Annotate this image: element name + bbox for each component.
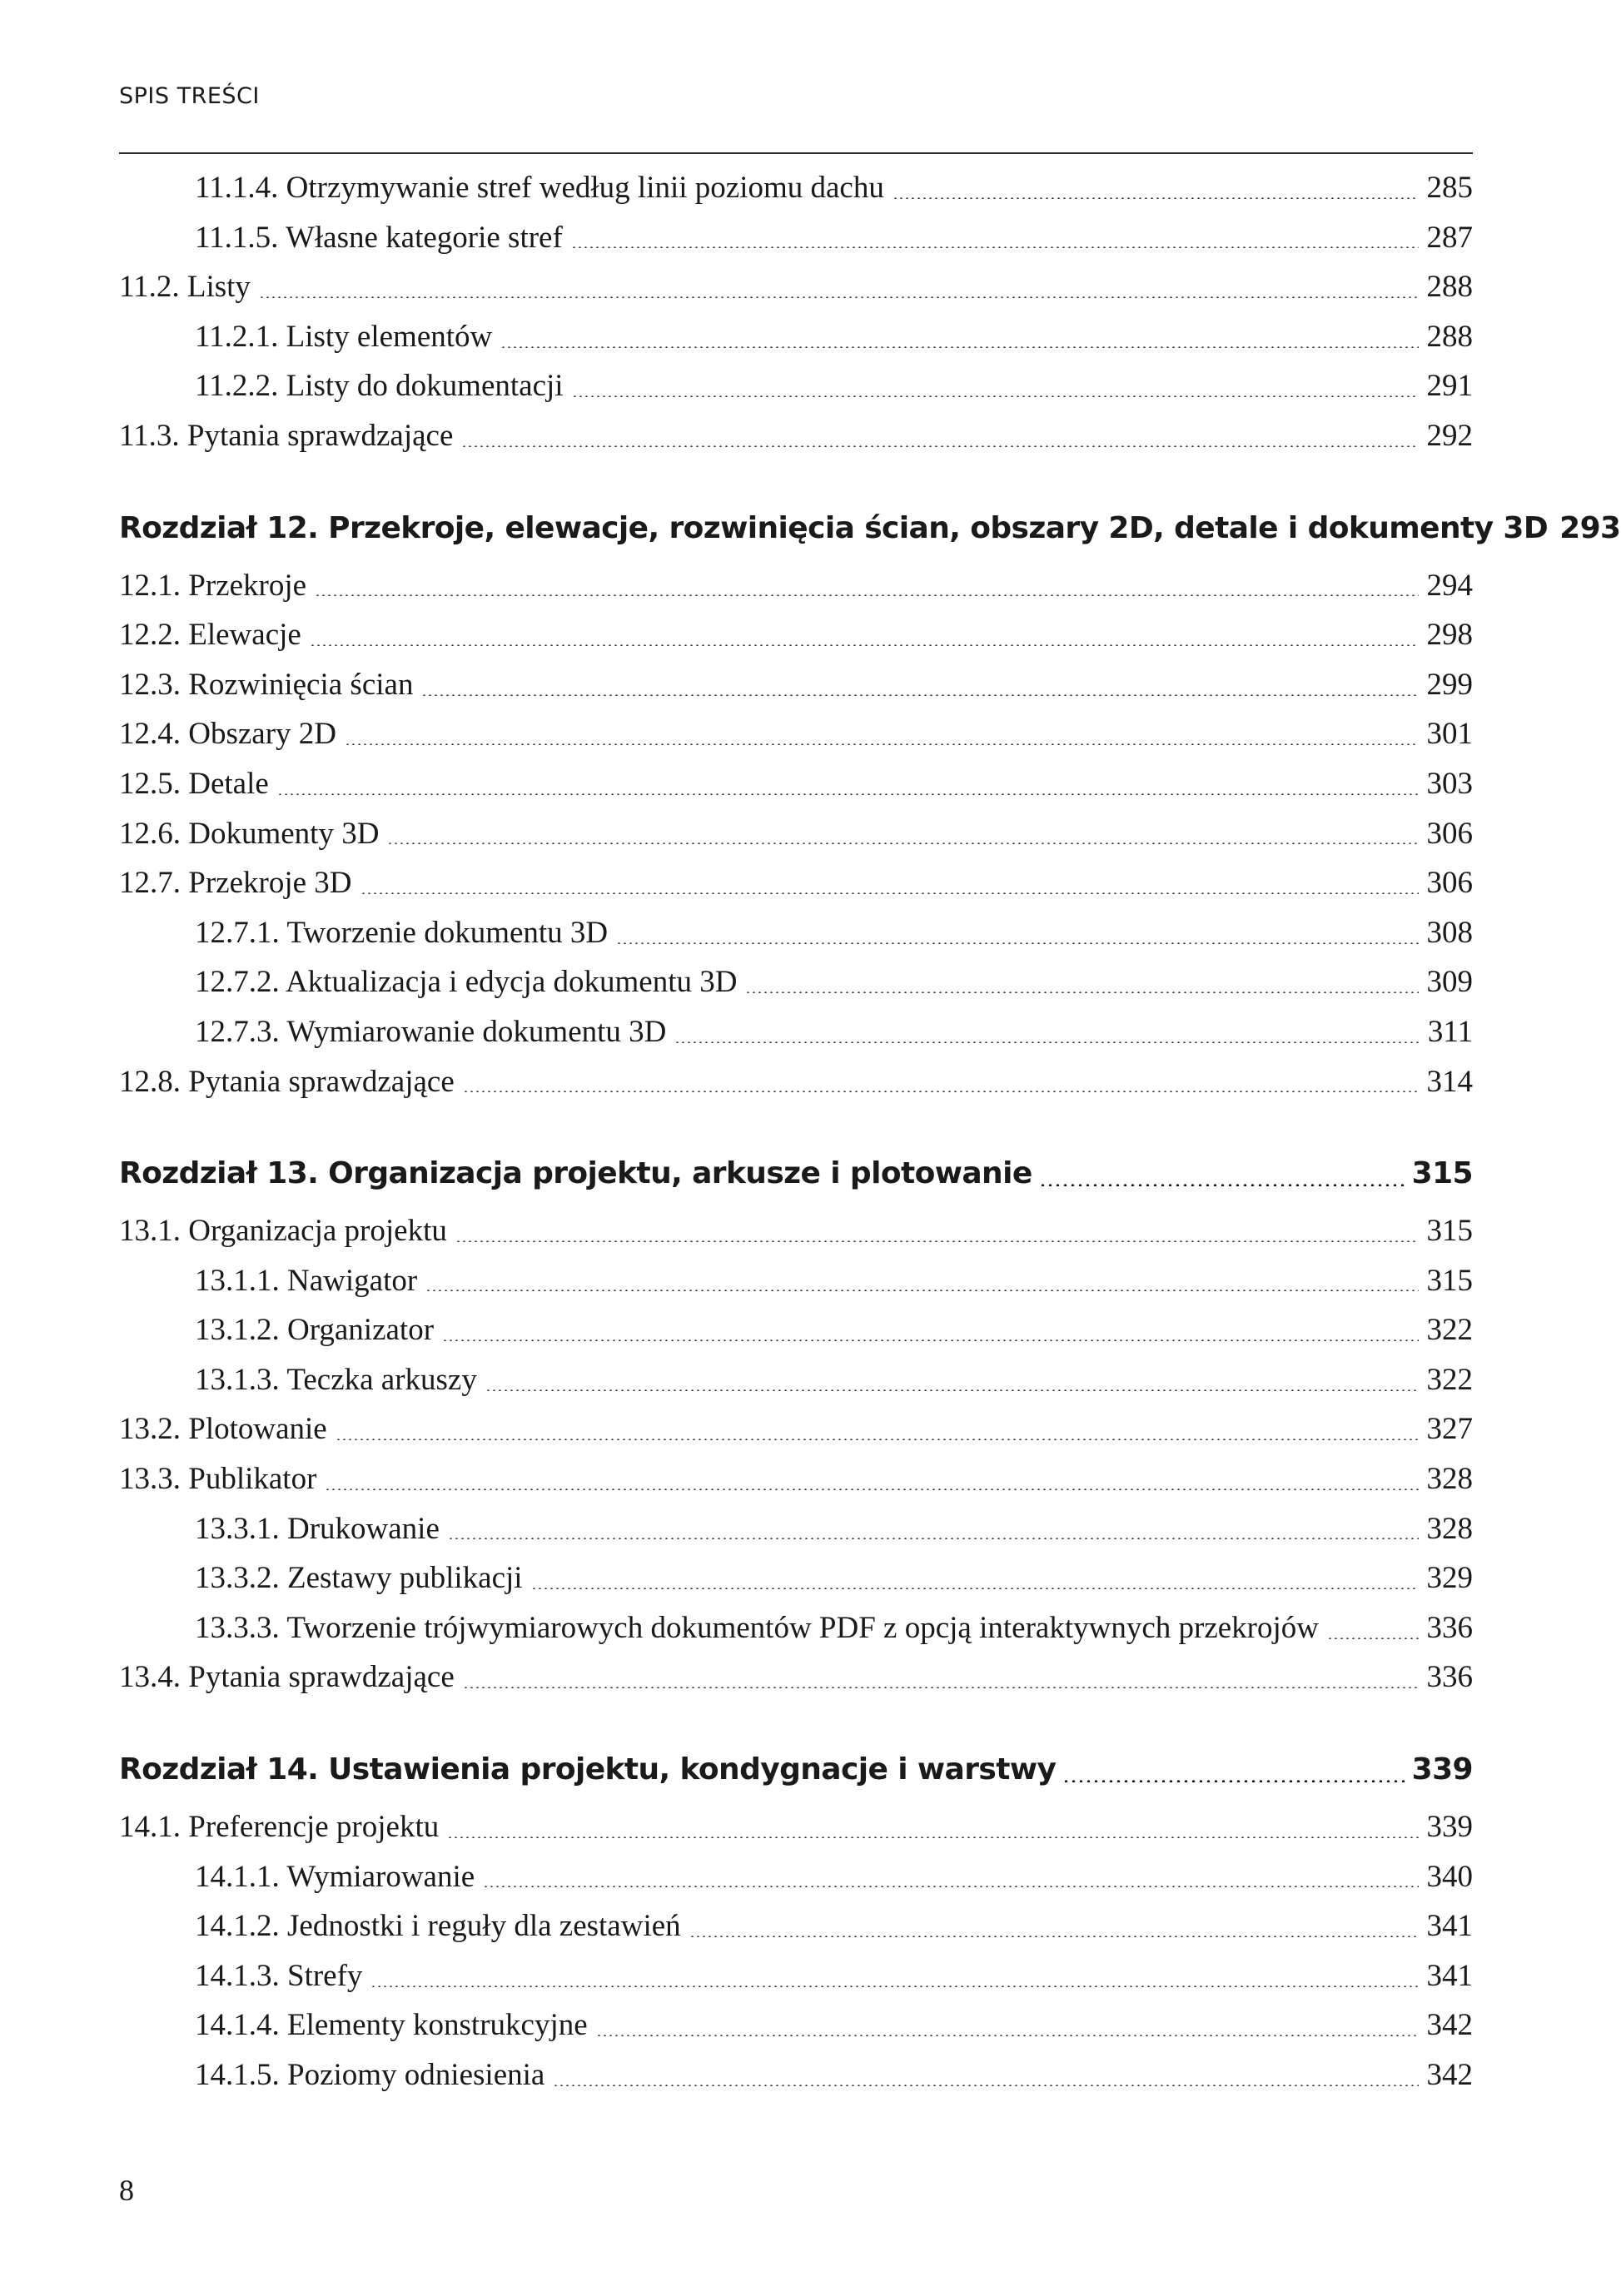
toc-entry-title: 11.1.5. Własne kategorie stref	[195, 220, 563, 255]
dot-leader	[616, 942, 1418, 944]
toc-entry	[119, 858, 1473, 908]
toc-entry	[119, 1206, 1473, 1256]
chapter-heading	[119, 1744, 1473, 1796]
dot-leader	[370, 1985, 1418, 1987]
dot-leader	[442, 1339, 1418, 1341]
toc-entry-page: 315	[1426, 1214, 1473, 1249]
toc-entry-title: 11.1.4. Otrzymywanie stref według linii poziomu dachu	[195, 171, 884, 205]
toc-entry	[119, 1256, 1473, 1306]
toc-entry-page: 336	[1426, 1660, 1473, 1695]
toc-entry	[119, 709, 1473, 759]
chapter-title: Rozdział 13. Organizacja projektu, arkusze i plotowanie	[119, 1156, 1032, 1191]
header-rule	[119, 152, 1473, 154]
dot-leader	[310, 644, 1419, 646]
dot-leader	[387, 842, 1418, 844]
toc-entry	[119, 561, 1473, 611]
chapter-page: 315	[1411, 1156, 1473, 1191]
toc-entry-page: 340	[1426, 1859, 1473, 1894]
toc-entry-page: 301	[1426, 717, 1473, 752]
dot-leader	[1062, 1780, 1406, 1782]
chapter-page: 293	[1559, 510, 1621, 545]
toc-entry-title: 12.3. Rozwinięcia ścian	[119, 667, 414, 702]
toc-entry-page: 339	[1426, 1810, 1473, 1845]
dot-leader	[448, 1538, 1419, 1539]
toc-entry-page: 315	[1426, 1263, 1473, 1298]
toc-entry-page: 287	[1426, 220, 1473, 255]
toc-entry	[119, 213, 1473, 263]
dot-leader	[674, 1041, 1419, 1043]
dot-leader	[572, 395, 1419, 397]
dot-leader	[463, 1091, 1419, 1092]
toc-entry-title: 12.7. Przekroje 3D	[119, 866, 352, 901]
toc-entry	[119, 2050, 1473, 2100]
toc-entry-page: 299	[1426, 667, 1473, 702]
dot-leader	[483, 1886, 1418, 1887]
toc-entry-title: 12.7.3. Wymiarowanie dokumentu 3D	[195, 1014, 667, 1049]
toc-entry-title: 12.5. Detale	[119, 766, 269, 801]
toc-entry	[119, 1057, 1473, 1107]
dot-leader	[463, 1687, 1419, 1688]
toc-entry-title: 12.1. Przekroje	[119, 568, 307, 603]
toc-entry	[119, 1305, 1473, 1355]
toc-entry	[119, 1404, 1473, 1454]
dot-leader	[336, 1439, 1419, 1440]
table-of-contents	[119, 163, 1621, 2100]
toc-entry	[119, 1951, 1473, 2001]
toc-entry	[119, 1553, 1473, 1603]
chapter-title: Rozdział 12. Przekroje, elewacje, rozwinięcia ścian, obszary 2D, detale i dokumenty 3D	[119, 510, 1549, 545]
toc-entry	[119, 610, 1473, 660]
toc-entry-page: 285	[1426, 171, 1473, 205]
toc-entry-title: 12.8. Pytania sprawdzające	[119, 1064, 455, 1099]
toc-entry	[119, 759, 1473, 809]
toc-entry-page: 298	[1426, 618, 1473, 653]
toc-entry-title: 13.1.2. Organizator	[195, 1313, 435, 1348]
dot-leader	[1039, 1184, 1407, 1186]
toc-entry	[119, 312, 1473, 362]
toc-entry	[119, 1802, 1473, 1852]
toc-entry-page: 322	[1426, 1313, 1473, 1348]
toc-entry	[119, 361, 1473, 411]
toc-entry-title: 13.3.2. Zestawy publikacji	[195, 1561, 523, 1596]
toc-entry-title: 14.1.2. Jednostki i reguły dla zestawień	[195, 1909, 681, 1944]
dot-leader	[277, 793, 1419, 795]
dot-leader	[461, 445, 1418, 447]
toc-entry-title: 13.4. Pytania sprawdzające	[119, 1660, 455, 1695]
toc-entry-page: 341	[1426, 1958, 1473, 1993]
dot-leader	[553, 2085, 1418, 2086]
toc-entry	[119, 1852, 1473, 1902]
toc-entry-title: 12.4. Obszary 2D	[119, 717, 337, 752]
toc-entry	[119, 660, 1473, 710]
dot-leader	[447, 1836, 1418, 1838]
toc-entry	[119, 163, 1473, 213]
toc-entry	[119, 1504, 1473, 1554]
toc-entry-title: 14.1.4. Elementy konstrukcyjne	[195, 2008, 588, 2043]
dot-leader	[596, 2035, 1419, 2036]
toc-entry	[119, 1652, 1473, 1702]
page-number: 8	[119, 2174, 134, 2207]
toc-entry-title: 13.3.3. Tworzenie trójwymiarowych dokumentów PDF z opcją interaktywnych przekrojów	[195, 1610, 1319, 1645]
dot-leader	[689, 1936, 1419, 1937]
toc-entry-page: 303	[1426, 766, 1473, 801]
toc-entry-page: 329	[1426, 1561, 1473, 1596]
toc-entry-title: 11.3. Pytania sprawdzające	[119, 418, 454, 453]
dot-leader	[315, 594, 1418, 596]
chapter-heading	[119, 503, 1621, 554]
toc-entry-page: 327	[1426, 1412, 1473, 1447]
toc-entry-title: 11.2.1. Listy elementów	[195, 319, 493, 354]
toc-entry	[119, 411, 1473, 461]
toc-entry-title: 13.1.1. Nawigator	[195, 1263, 418, 1298]
dot-leader	[455, 1240, 1419, 1242]
toc-entry-title: 12.7.1. Tworzenie dokumentu 3D	[195, 915, 609, 950]
toc-entry-title: 14.1. Preferencje projektu	[119, 1810, 440, 1845]
toc-entry-page: 288	[1426, 319, 1473, 354]
toc-entry	[119, 908, 1473, 958]
toc-entry-page: 309	[1426, 965, 1473, 1000]
toc-entry-title: 13.3. Publikator	[119, 1462, 317, 1497]
toc-entry-page: 322	[1426, 1362, 1473, 1397]
dot-leader	[425, 1290, 1418, 1291]
toc-entry-page: 314	[1426, 1064, 1473, 1099]
running-head: SPIS TREŚCI	[119, 83, 260, 109]
toc-entry-page: 328	[1426, 1462, 1473, 1497]
dot-leader	[1327, 1638, 1419, 1639]
toc-entry	[119, 1007, 1473, 1057]
toc-entry	[119, 1901, 1473, 1951]
dot-leader	[893, 197, 1419, 199]
toc-entry-title: 12.2. Elewacje	[119, 618, 301, 653]
toc-entry-page: 342	[1426, 2058, 1473, 2092]
dot-leader	[745, 991, 1418, 993]
dot-leader	[421, 694, 1418, 696]
chapter-page: 339	[1411, 1752, 1473, 1787]
dot-leader	[360, 892, 1419, 894]
dot-leader	[500, 346, 1418, 348]
toc-entry	[119, 2000, 1473, 2050]
toc-entry-page: 294	[1426, 568, 1473, 603]
chapter-title: Rozdział 14. Ustawienia projektu, kondygnacje i warstwy	[119, 1752, 1057, 1787]
toc-entry-title: 12.7.2. Aktualizacja i edycja dokumentu 3D	[195, 965, 738, 1000]
toc-entry	[119, 1603, 1473, 1653]
toc-entry-title: 13.2. Plotowanie	[119, 1412, 327, 1447]
toc-entry-title: 13.3.1. Drukowanie	[195, 1511, 440, 1546]
toc-entry-page: 288	[1426, 270, 1473, 305]
toc-entry-page: 291	[1426, 369, 1473, 404]
dot-leader	[325, 1488, 1418, 1490]
toc-entry-title: 12.6. Dokumenty 3D	[119, 816, 380, 851]
toc-entry-page: 341	[1426, 1909, 1473, 1944]
toc-entry-title: 11.2. Listy	[119, 270, 251, 305]
toc-entry-page: 342	[1426, 2008, 1473, 2043]
dot-leader	[531, 1588, 1419, 1589]
dot-leader	[259, 296, 1419, 298]
toc-entry-page: 336	[1426, 1610, 1473, 1645]
toc-entry-page: 292	[1426, 418, 1473, 453]
toc-entry-page: 311	[1427, 1014, 1473, 1049]
toc-entry	[119, 1355, 1473, 1405]
toc-entry	[119, 1454, 1473, 1504]
toc-entry-page: 308	[1426, 915, 1473, 950]
toc-entry-title: 14.1.3. Strefy	[195, 1958, 363, 1993]
chapter-heading	[119, 1148, 1473, 1200]
toc-entry-title: 13.1. Organizacja projektu	[119, 1214, 447, 1249]
dot-leader	[571, 246, 1419, 248]
toc-entry-title: 14.1.5. Poziomy odniesienia	[195, 2058, 545, 2092]
toc-entry-page: 306	[1426, 816, 1473, 851]
toc-entry	[119, 262, 1473, 312]
toc-entry	[119, 957, 1473, 1007]
toc-entry-page: 306	[1426, 866, 1473, 901]
dot-leader	[485, 1389, 1419, 1391]
toc-entry-page: 328	[1426, 1511, 1473, 1546]
dot-leader	[345, 743, 1418, 745]
toc-entry-title: 14.1.1. Wymiarowanie	[195, 1859, 475, 1894]
toc-entry	[119, 809, 1473, 859]
toc-entry-title: 11.2.2. Listy do dokumentacji	[195, 369, 564, 404]
toc-entry-title: 13.1.3. Teczka arkuszy	[195, 1362, 477, 1397]
